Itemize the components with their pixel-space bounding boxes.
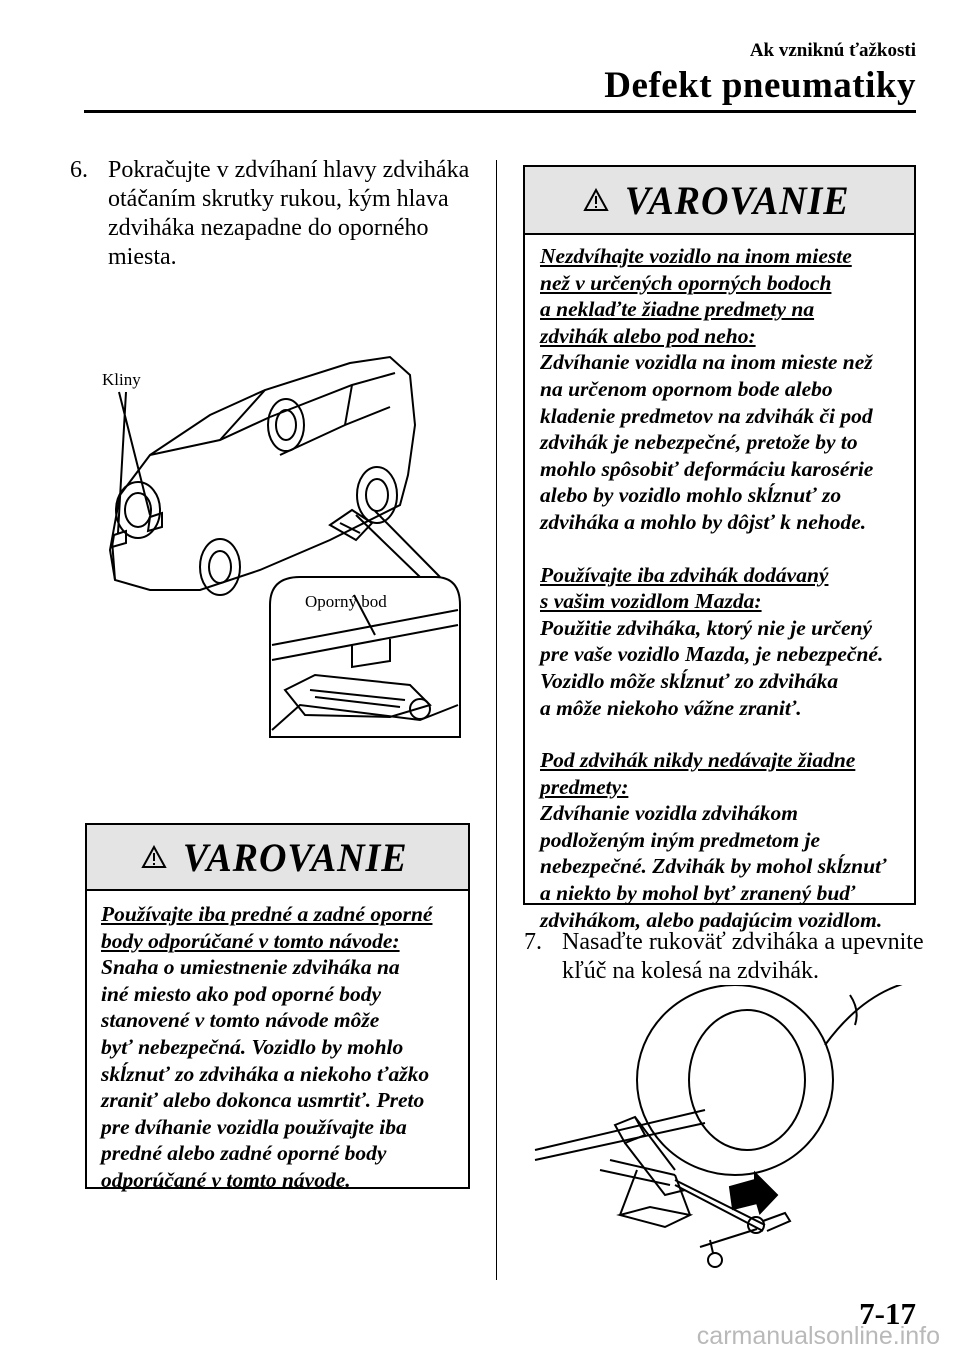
warning-line: Zdvíhanie vozidla na inom mieste než <box>540 350 873 375</box>
warning-title: VAROVANIE <box>183 834 408 880</box>
step-line: Nasaďte rukoväť zdviháka a upevnite <box>562 929 924 955</box>
warning-heading: predmety: <box>540 774 629 799</box>
step-line: zdviháka nezapadne do oporného <box>108 215 429 241</box>
warning-line: podloženým iným predmetom je <box>540 827 821 852</box>
warning-title: VAROVANIE <box>625 177 850 223</box>
warning-line: Vozidlo môže skĺznuť zo zdviháka <box>540 668 839 693</box>
watermark: carmanualsonline.info <box>696 1322 940 1350</box>
warning-line: na určenom opornom bode alebo <box>540 376 833 401</box>
warning-heading: s vašim vozidlom Mazda: <box>540 589 762 614</box>
warning-line: zdvihák je nebezpečné, pretože by to <box>540 430 858 455</box>
warning-line: kladenie predmetov na zdvihák či pod <box>540 403 873 428</box>
warning-line: mohlo spôsobiť deformáciu karosérie <box>540 456 874 481</box>
header-rule <box>84 110 916 113</box>
section-label: Ak vzniknú ťažkosti <box>749 40 916 61</box>
warning-line: predné alebo zadné oporné body <box>101 1141 387 1166</box>
warning-line: stanovené v tomto návode môže <box>101 1008 380 1033</box>
warning-line: zdvihákom, alebo padajúcim vozidlom. <box>540 907 883 932</box>
warning-heading: zdvihák alebo pod neho: <box>540 323 756 348</box>
warning-line: a môže niekoho vážne zraniť. <box>540 695 802 720</box>
warning-heading: Používajte iba predné a zadné oporné <box>101 902 433 926</box>
warning-line: skĺznuť zo zdviháka a niekoho ťažko <box>101 1061 430 1086</box>
step-number: 7. <box>524 929 542 955</box>
warning-box-right <box>523 165 916 932</box>
warning-body <box>525 235 914 933</box>
warning-line: alebo by vozidlo mohlo skĺznuť zo <box>540 483 842 508</box>
page-title: Defekt pneumatiky <box>604 65 916 106</box>
warning-heading: Používajte iba zdvihák dodávaný <box>540 562 829 587</box>
step-line: kľúč na kolesá na zdvihák. <box>562 958 819 984</box>
step-number: 6. <box>70 157 88 183</box>
warning-line: a niekto by mohol byť zranený buď <box>540 881 856 906</box>
warning-line: byť nebezpečná. Vozidlo by mohlo <box>101 1034 404 1059</box>
step-line: miesta. <box>108 244 177 270</box>
warning-header <box>525 167 914 235</box>
label-support-point: Oporný bod <box>305 592 387 611</box>
step-7 <box>524 928 924 986</box>
warning-triangle-icon <box>141 845 167 869</box>
warning-box-left <box>85 823 470 1192</box>
car-jack-illustration <box>90 345 465 745</box>
warning-heading: a neklaďte žiadne predmety na <box>540 297 815 322</box>
warning-line: Zdvíhanie vozidla zdvihákom <box>540 801 798 826</box>
warning-body <box>87 891 468 1194</box>
warning-line: pre vaše vozidlo Mazda, je nebezpečné. <box>540 642 884 667</box>
warning-line: odporúčané v tomto návode. <box>101 1167 351 1192</box>
warning-line: Snaha o umiestnenie zdviháka na <box>101 955 400 980</box>
warning-line: zraniť alebo dokonca usmrtiť. Preto <box>101 1088 425 1113</box>
column-divider <box>496 160 497 1280</box>
warning-line: nebezpečné. Zdvihák by mohol skĺznuť <box>540 854 887 879</box>
warning-line: zdviháka a mohlo by dôjsť k nehode. <box>540 509 867 534</box>
warning-line: pre dvíhanie vozidla používajte iba <box>101 1114 407 1139</box>
warning-line: Použitie zdviháka, ktorý nie je určený <box>540 615 873 640</box>
warning-line: iné miesto ako pod oporné body <box>101 981 382 1006</box>
jack-handle-illustration <box>525 985 920 1280</box>
label-wedges: Kliny <box>102 370 141 389</box>
warning-header <box>87 825 468 891</box>
warning-heading: Nezdvíhajte vozidlo na inom mieste <box>540 244 852 268</box>
warning-heading: Pod zdvihák nikdy nedávajte žiadne <box>540 748 856 773</box>
warning-heading: body odporúčané v tomto návode: <box>101 928 400 953</box>
step-6 <box>70 156 480 272</box>
step-line: Pokračujte v zdvíhaní hlavy zdviháka <box>108 157 470 183</box>
step-line: otáčaním skrutky rukou, kým hlava <box>108 186 449 212</box>
warning-heading: než v určených oporných bodoch <box>540 270 832 295</box>
warning-triangle-icon <box>583 188 609 212</box>
page-number: 7-17 <box>859 1296 916 1331</box>
